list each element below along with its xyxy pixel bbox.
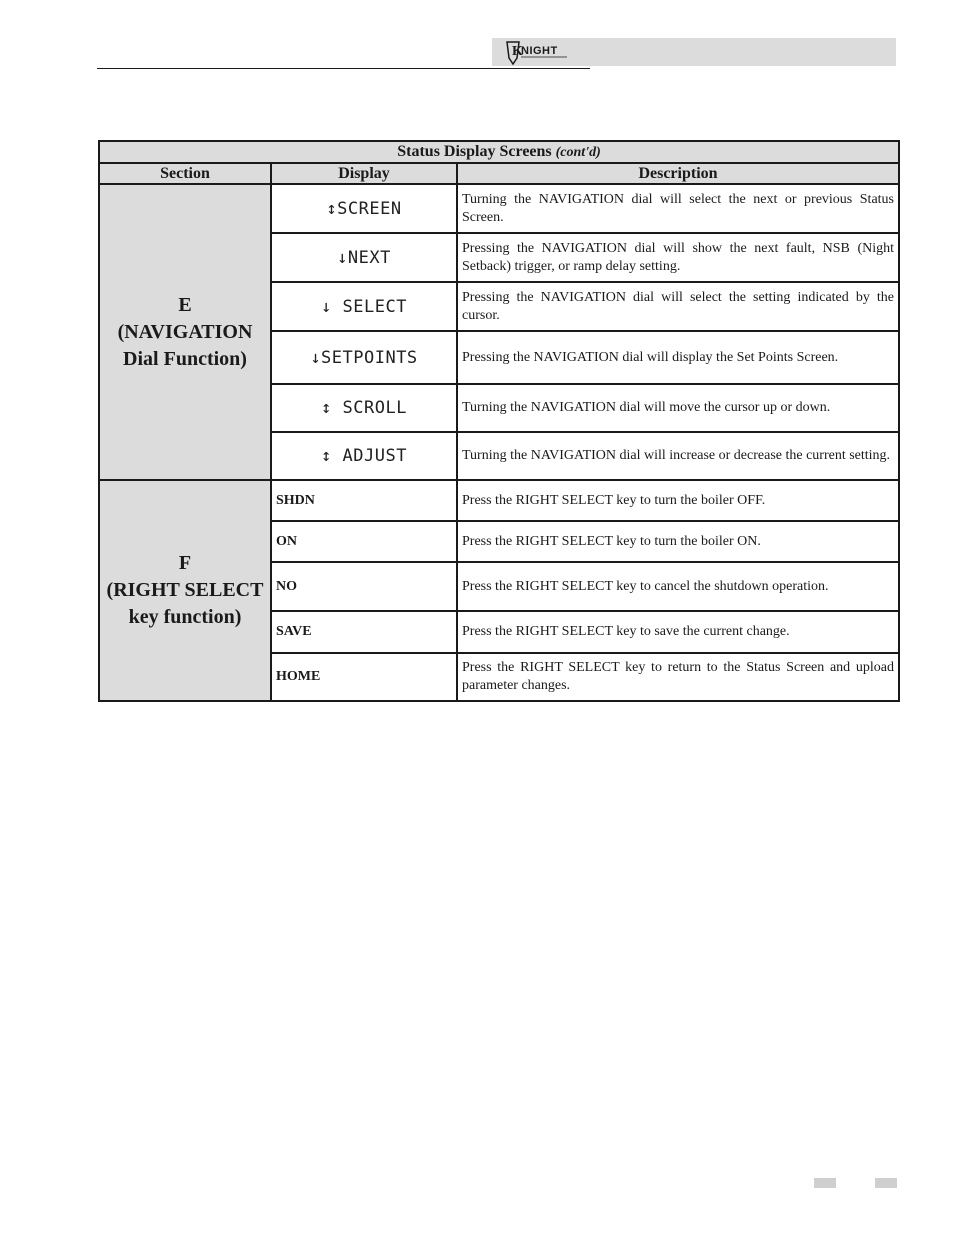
column-header-section: Section	[99, 163, 271, 184]
display-select: ↓ SELECT	[271, 282, 457, 331]
description-home: Press the RIGHT SELECT key to return to the Status Screen and upload parameter changes.	[457, 653, 899, 701]
column-header-display: Display	[271, 163, 457, 184]
display-scroll: ↕ SCROLL	[271, 384, 457, 432]
description-select: Pressing the NAVIGATION dial will select the setting indicated by the cursor.	[457, 282, 899, 331]
description-scroll: Turning the NAVIGATION dial will move the cursor up or down.	[457, 384, 899, 432]
section-f-name-line2: key function)	[128, 606, 242, 628]
display-home: HOME	[271, 653, 457, 701]
display-save: SAVE	[271, 611, 457, 653]
table-title-text: Status Display Screens	[397, 142, 552, 160]
display-setpoints: ↓SETPOINTS	[271, 331, 457, 384]
column-header-description: Description	[457, 163, 899, 184]
display-adjust: ↕ ADJUST	[271, 432, 457, 480]
description-screen: Turning the NAVIGATION dial will select the next or previous Status Screen.	[457, 184, 899, 233]
section-e-letter: E	[178, 293, 192, 316]
description-save: Press the RIGHT SELECT key to save the current change.	[457, 611, 899, 653]
section-f-cell	[99, 480, 271, 701]
display-on: ON	[271, 521, 457, 562]
section-e-cell	[99, 184, 271, 480]
table-row	[99, 184, 899, 233]
description-no: Press the RIGHT SELECT key to cancel the shutdown operation.	[457, 562, 899, 611]
section-e-name-line2: Dial Function)	[123, 347, 247, 370]
description-next: Pressing the NAVIGATION dial will show the next fault, NSB (Night Setback) trigger, or ramp delay setting.	[457, 233, 899, 282]
display-next: ↓NEXT	[271, 233, 457, 282]
header-rule	[97, 68, 590, 69]
description-setpoints: Pressing the NAVIGATION dial will display the Set Points Screen.	[457, 331, 899, 384]
display-no: NO	[271, 562, 457, 611]
table-title	[99, 141, 899, 163]
footer-marker-right	[875, 1178, 897, 1188]
display-screen: ↕SCREEN	[271, 184, 457, 233]
section-e-name-line1: (NAVIGATION	[117, 320, 253, 343]
svg-text:K: K	[512, 44, 523, 59]
table-title-suffix: (cont'd)	[555, 144, 601, 160]
description-shdn: Press the RIGHT SELECT key to turn the boiler OFF.	[457, 480, 899, 521]
svg-text:NIGHT: NIGHT	[521, 45, 558, 57]
knight-logo	[505, 38, 585, 66]
section-f-name-line1: (RIGHT SELECT	[106, 579, 264, 601]
description-adjust: Turning the NAVIGATION dial will increase or decrease the current setting.	[457, 432, 899, 480]
status-display-table	[98, 140, 900, 702]
section-f-letter: F	[178, 552, 192, 574]
description-on: Press the RIGHT SELECT key to turn the boiler ON.	[457, 521, 899, 562]
table-row	[99, 480, 899, 521]
display-shdn: SHDN	[271, 480, 457, 521]
footer-marker-left	[814, 1178, 836, 1188]
